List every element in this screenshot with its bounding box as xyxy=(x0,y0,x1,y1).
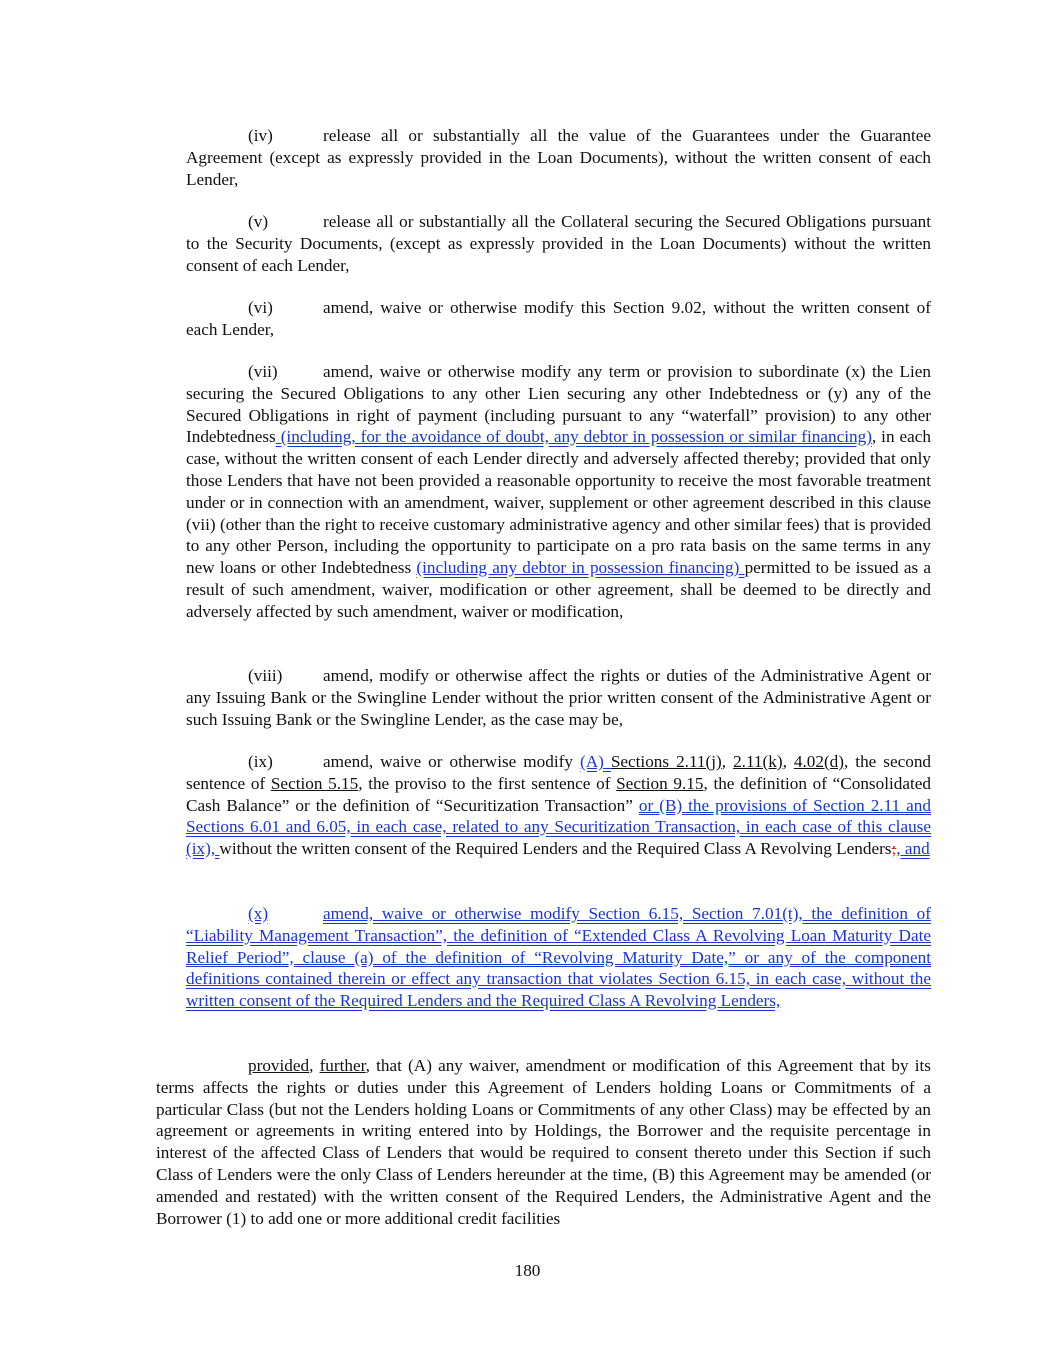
section-ref-5-15: Section 5.15 xyxy=(270,773,359,793)
clause-iv-label: (iv) xyxy=(248,126,273,145)
clause-ix-insertion-3: , and xyxy=(896,839,930,859)
clause-v-label: (v) xyxy=(248,212,269,231)
proviso-word-provided: provided xyxy=(248,1056,310,1075)
clause-ix-label: (ix) xyxy=(248,752,273,771)
clause-vii-label: (vii) xyxy=(248,362,278,381)
clause-ix-insertion-1: (A) xyxy=(579,752,611,771)
clause-ix-deletion: ; xyxy=(891,839,897,859)
clause-x-text: amend, waive or otherwise modify Section 6.15, Section 7.01(t), the definition of “Liability Management Transaction”, the definition of “Extended Class A Revolving Loan Maturity Date Relief Period”, clause (a) of the definition of “Revolving Maturity Date,” or any of the component definitions contained therein or effect any transaction that violates Section 6.15, in each case, without the written consent of the Required Lenders and the Required Class A Revolving Lenders, xyxy=(186,904,931,1011)
proviso-paragraph xyxy=(156,1055,931,1229)
clause-ix-insertion-2: or (B) the provisions of Section 2.11 and Sections 6.01 and 6.05, in each case, related to any Securitization Transaction, in each case of this clause (ix), xyxy=(186,795,931,859)
clause-x xyxy=(186,903,931,1012)
clause-vii-text-1: amend, waive or otherwise modify any term or provision to subordinate (x) the Lien securing the Secured Obligations to any other Lien securing any other Indebtedness or (y) any of the Secured Obligations in right of payment (including pursuant to any “waterfall” provision) to any other Indebtedness xyxy=(186,362,931,447)
clause-vii-text-3: permitted to be issued as a result of such amendment, waiver, modification or other agreement, shall be deemed to be directly and adversely affected by such amendment, waiver or modification, xyxy=(186,558,932,621)
proviso-text: , that (A) any waiver, amendment or modification of this Agreement that by its terms affects the rights or duties under this Agreement of Lenders holding Loans or Commitments of a particular Class (but not the Lenders holding Loans or Commitments of any other Class) may be effected by an agreement or agreements in writing entered into by Holdings, the Borrower and the requisite percentage in interest of the affected Class of Lenders that would be required to consent thereto under this Section if such Class of Lenders were the only Class of Lenders hereunder at the time, (B) this Agreement may be amended (or amended and restated) with the written consent of the Required Lenders, the Administrative Agent and the Borrower (1) to add one or more additional credit facilities xyxy=(156,1056,931,1228)
clause-vi-text: amend, waive or otherwise modify this Section 9.02, without the written consent of each Lender, xyxy=(186,298,931,339)
clause-vi xyxy=(186,297,931,341)
section-ref-2-11-j: Sections 2.11(j) xyxy=(610,752,722,771)
clause-ix-sep-2: , xyxy=(782,752,794,771)
clause-vii-text-2: , in each case, without the written consent of each Lender directly and adversely affected thereby; provided that only those Lenders that have not been provided a reasonable opportunity to receive the most favorable treatment under or in connection with an amendment, waiver, supplement or other agreement described in this clause (vii) (other than the right to receive customary administrative agency and other similar fees) that is provided to any other Person, including the opportunity to participate on a pro rata basis on the same terms in any new loans or other Indebtedness xyxy=(186,427,931,578)
section-ref-4-02-d: 4.02(d) xyxy=(793,752,844,771)
clause-ix xyxy=(186,751,931,860)
section-ref-2-11-k: 2.11(k) xyxy=(733,752,783,771)
clause-viii-text: amend, modify or otherwise affect the rights or duties of the Administrative Agent or any Issuing Bank or the Swingline Lender without the prior written consent of the Administrative Agent or such Issuing Bank or the Swingline Lender, as the case may be, xyxy=(186,666,931,729)
clause-iv-text: release all or substantially all the value of the Guarantees under the Guarantee Agreement (except as expressly provided in the Loan Documents), without the written consent of each Lender, xyxy=(186,126,931,189)
clause-ix-text-2: , the second sentence of xyxy=(186,752,932,793)
clause-vii-insertion-1: (including, for the avoidance of doubt, any debtor in possession or similar financing) xyxy=(275,427,872,447)
proviso-sep: , xyxy=(309,1056,320,1075)
clause-ix-sep-1: , xyxy=(721,752,734,771)
clause-x-label: (x) xyxy=(248,904,269,923)
clause-viii xyxy=(186,665,931,730)
clause-ix-text-3: , the proviso to the first sentence of xyxy=(358,773,617,793)
clause-v xyxy=(186,211,931,276)
clause-iv xyxy=(186,125,931,190)
clause-vii xyxy=(186,361,931,623)
clause-vii-insertion-2: (including any debtor in possession financing) xyxy=(416,558,745,578)
clause-ix-text-1: amend, waive or otherwise modify xyxy=(323,752,580,771)
proviso-word-further: further xyxy=(319,1056,366,1075)
clause-ix-text-4: , the definition of “Consolidated Cash Balance” or the definition of “Securitization Transaction” xyxy=(186,773,931,815)
clause-ix-text-5: without the written consent of the Required Lenders and the Required Class A Revolving Lenders xyxy=(219,839,892,859)
clause-vi-label: (vi) xyxy=(248,298,273,317)
clause-viii-label: (viii) xyxy=(248,666,283,685)
section-ref-9-15: Section 9.15 xyxy=(616,773,704,793)
clause-v-text: release all or substantially all the Collateral securing the Secured Obligations pursuant to the Security Documents, (except as expressly provided in the Loan Documents) without the written consent of each Lender, xyxy=(186,212,931,275)
page-number: 180 xyxy=(514,1261,541,1280)
